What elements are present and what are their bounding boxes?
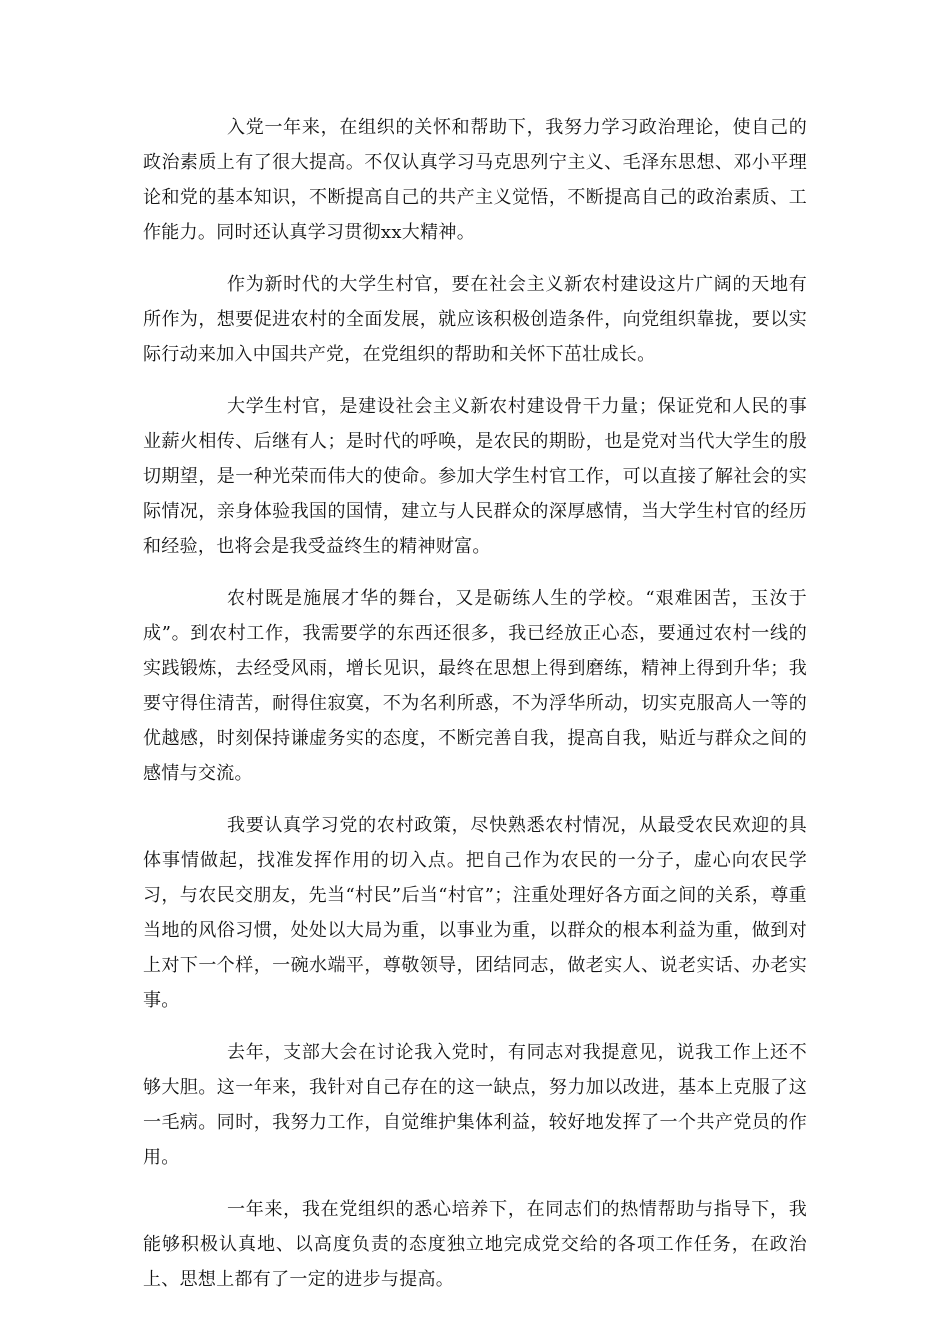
paragraph-1: 入党一年来，在组织的关怀和帮助下，我努力学习政治理论，使自己的政治素质上有了很大提高。不仅认真学习马克思列宁主义、毛泽东思想、邓小平理论和党的基本知识，不断提高自己的共产主义觉悟，不断提高自己的政治素质、工作能力。同时还认真学习贯彻xx大精神。 bbox=[143, 117, 807, 243]
paragraph-7: 一年来，我在党组织的悉心培养下，在同志们的热情帮助与指导下，我能够积极认真地、以高度负责的态度独立地完成党交给的各项工作任务，在政治上、思想上都有了一定的进步与提高。 bbox=[143, 1199, 807, 1290]
paragraph-3: 大学生村官，是建设社会主义新农村建设骨干力量；保证党和人民的事业薪火相传、后继有人；是时代的呼唤，是农民的期盼，也是党对当代大学生的殷切期望，是一种光荣而伟大的使命。参加大学生村官工作，可以直接了解社会的实际情况，亲身体验我国的国情，建立与人民群众的深厚感情，当大学生村官的经历和经验，也将会是我受益终生的精神财富。 bbox=[143, 396, 807, 557]
paragraph-2: 作为新时代的大学生村官，要在社会主义新农村建设这片广阔的天地有所作为，想要促进农村的全面发展，就应该积极创造条件，向党组织靠拢，要以实际行动来加入中国共产党，在党组织的帮助和关怀下茁壮成长。 bbox=[143, 274, 807, 365]
paragraph-4: 农村既是施展才华的舞台，又是砺练人生的学校。“艰难困苦，玉汝于成”。到农村工作，我需要学的东西还很多，我已经放正心态，要通过农村一线的实践锻炼，去经受风雨，增长见识，最终在思想上得到磨练，精神上得到升华；我要守得住清苦，耐得住寂寞，不为名利所惑，不为浮华所动，切实克服高人一等的优越感，时刻保持谦虚务实的态度，不断完善自我，提高自我，贴近与群众之间的感情与交流。 bbox=[143, 588, 807, 784]
paragraph-6: 去年，支部大会在讨论我入党时，有同志对我提意见，说我工作上还不够大胆。这一年来，我针对自己存在的这一缺点，努力加以改进，基本上克服了这一毛病。同时，我努力工作，自觉维护集体利益，较好地发挥了一个共产党员的作用。 bbox=[143, 1042, 807, 1168]
paragraph-5: 我要认真学习党的农村政策，尽快熟悉农村情况，从最受农民欢迎的具体事情做起，找准发挥作用的切入点。把自己作为农民的一分子，虚心向农民学习，与农民交朋友，先当“村民”后当“村官”；注重处理好各方面之间的关系，尊重当地的风俗习惯，处处以大局为重，以事业为重，以群众的根本利益为重，做到对上对下一个样，一碗水端平，尊敬领导，团结同志，做老实人、说老实话、办老实事。 bbox=[143, 815, 807, 1011]
document-body bbox=[143, 110, 807, 1314]
